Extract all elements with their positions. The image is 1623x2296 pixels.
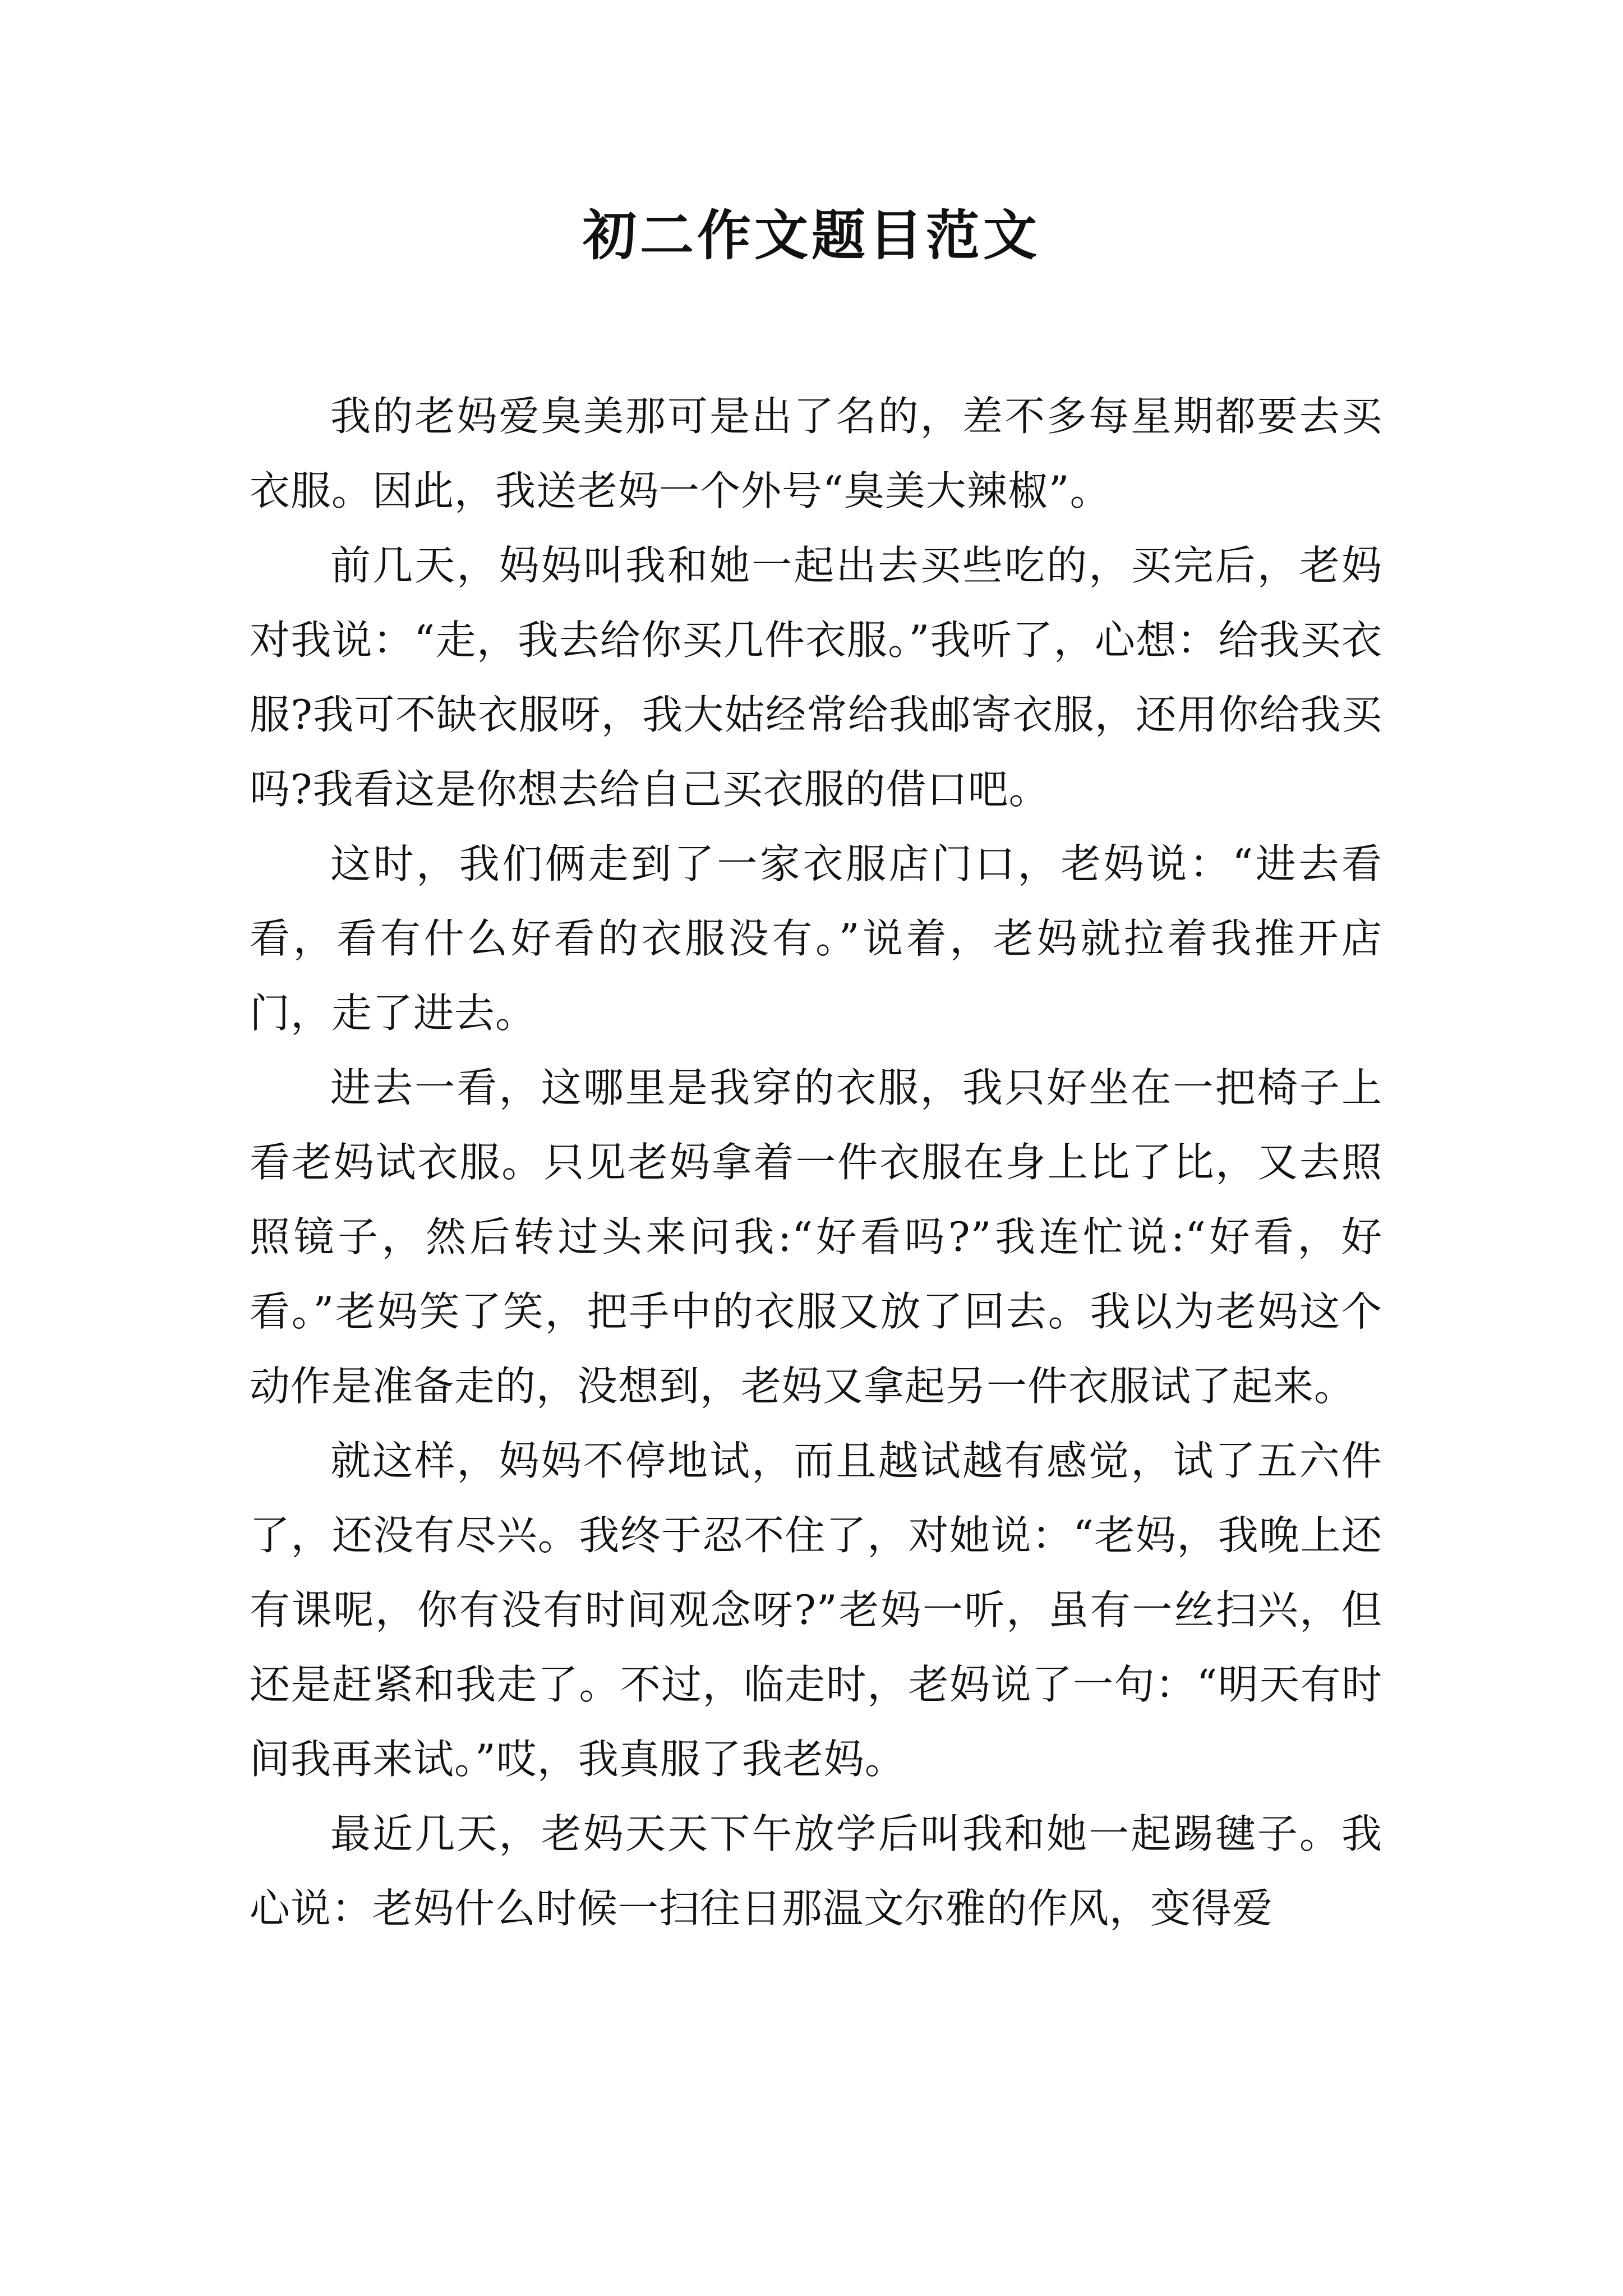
paragraph-1: 我的老妈爱臭美那可是出了名的，差不多每星期都要去买衣服。因此，我送老妈一个外号“臭美大辣椒”。 <box>250 393 1382 514</box>
document-body <box>250 379 1382 1946</box>
paragraph-5: 就这样，妈妈不停地试，而且越试越有感觉，试了五六件了，还没有尽兴。我终于忍不住了，对她说：“老妈，我晚上还有课呢，你有没有时间观念呀?”老妈一听，虽有一丝扫兴，但还是赶紧和我走了。不过，临走时，老妈说了一句：“明天有时间我再来试。”哎，我真服了我老妈。 <box>250 1437 1382 1783</box>
paragraph-4: 进去一看，这哪里是我穿的衣服，我只好坐在一把椅子上看老妈试衣服。只见老妈拿着一件衣服在身上比了比，又去照照镜子，然后转过头来问我:“好看吗?”我连忙说:“好看，好看。”老妈笑了笑，把手中的衣服又放了回去。我以为老妈这个动作是准备走的，没想到，老妈又拿起另一件衣服试了起来。 <box>250 1064 1382 1410</box>
paragraph-3: 这时，我们俩走到了一家衣服店门口，老妈说：“进去看看，看有什么好看的衣服没有。”说着，老妈就拉着我推开店门，走了进去。 <box>250 840 1382 1037</box>
paragraph-6: 最近几天，老妈天天下午放学后叫我和她一起踢毽子。我心说：老妈什么时候一扫往日那温文尔雅的作风，变得爱 <box>250 1810 1382 1932</box>
paragraph-2: 前几天，妈妈叫我和她一起出去买些吃的，买完后，老妈对我说：“走，我去给你买几件衣服。”我听了，心想：给我买衣服?我可不缺衣服呀，我大姑经常给我邮寄衣服，还用你给我买吗?我看这是你想去给自己买衣服的借口吧。 <box>250 542 1382 813</box>
document-title: 初二作文题目范文 <box>583 204 1040 267</box>
